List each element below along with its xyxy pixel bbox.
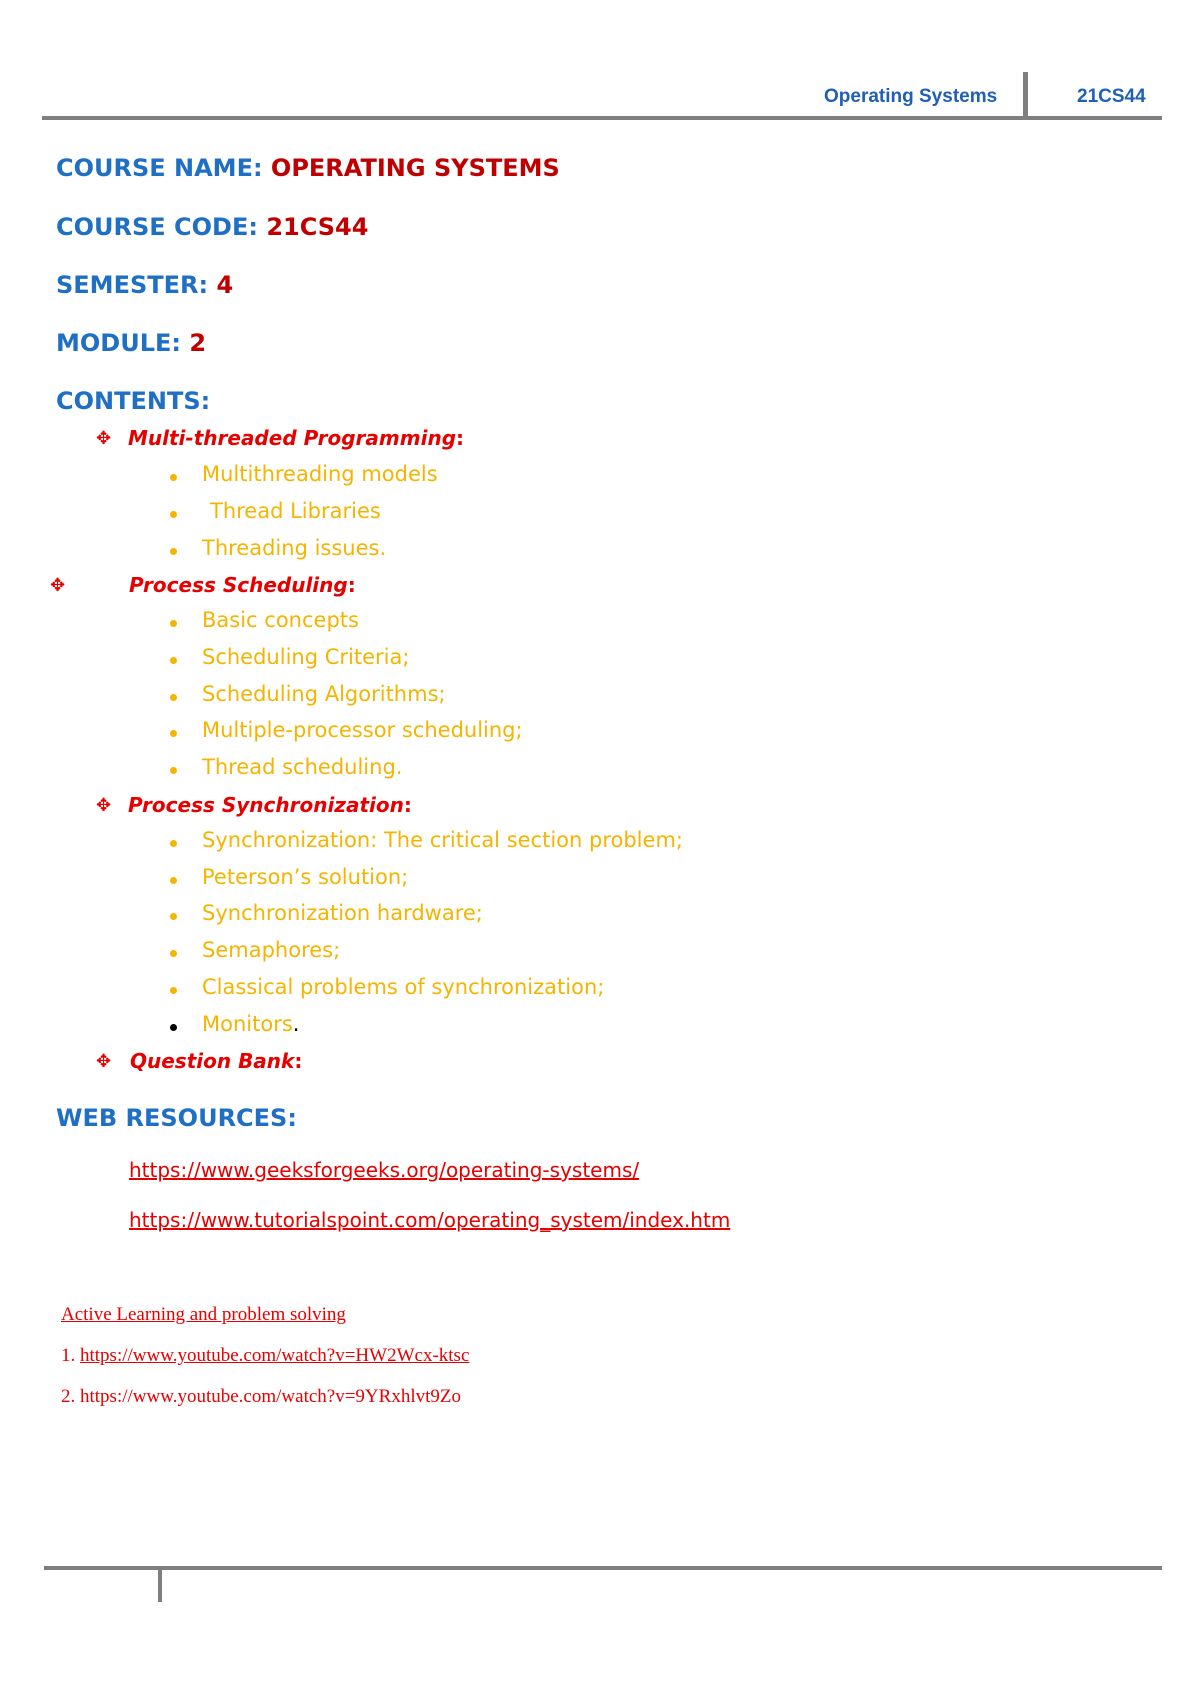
bullet-icon — [170, 694, 177, 701]
list-item: Synchronization hardware; — [202, 901, 483, 925]
diamond-bullet-icon: ✥ — [96, 428, 112, 449]
course-name-label: COURSE NAME: — [56, 154, 263, 182]
bullet-icon — [170, 657, 177, 664]
list-item: Thread Libraries — [210, 499, 381, 523]
list-item-text: Monitors — [202, 1012, 293, 1036]
item-number: 1. — [61, 1345, 76, 1366]
list-item: Scheduling Algorithms; — [202, 682, 446, 706]
youtube-link-1[interactable]: https://www.youtube.com/watch?v=HW2Wcx-ktsc — [80, 1345, 470, 1366]
list-item: Threading issues. — [202, 536, 387, 560]
section-title-question-bank — [130, 1049, 302, 1073]
list-item: Semaphores; — [202, 938, 341, 962]
list-item-period: . — [292, 1012, 300, 1036]
contents-label: CONTENTS: — [56, 387, 211, 415]
link-geeksforgeeks[interactable]: https://www.geeksforgeeks.org/operating-systems/ — [129, 1158, 640, 1182]
list-item: Thread scheduling. — [202, 755, 403, 779]
course-code-value: 21CS44 — [266, 213, 369, 241]
diamond-bullet-icon: ✥ — [96, 1051, 112, 1072]
list-item: Synchronization: The critical section problem; — [202, 828, 683, 852]
bullet-icon — [170, 620, 177, 627]
semester-line — [56, 271, 233, 299]
section-title-text: Question Bank — [130, 1049, 295, 1073]
semester-label: SEMESTER: — [56, 271, 209, 299]
section-title-text: Process Scheduling — [129, 573, 348, 597]
course-name-value: OPERATING SYSTEMS — [270, 154, 560, 182]
bullet-icon — [170, 1024, 177, 1031]
list-item: Scheduling Criteria; — [202, 645, 410, 669]
section-title-colon: : — [456, 426, 465, 450]
semester-value: 4 — [216, 271, 234, 299]
bullet-icon — [170, 913, 177, 920]
bullet-icon — [170, 767, 177, 774]
bullet-icon — [170, 730, 177, 737]
section-title-synchronization — [128, 793, 412, 817]
list-item: Classical problems of synchronization; — [202, 975, 605, 999]
list-item: Multiple-processor scheduling; — [202, 718, 523, 742]
bullet-icon — [170, 474, 177, 481]
footer-divider — [158, 1566, 162, 1602]
module-label: MODULE: — [56, 329, 181, 357]
footer-rule — [44, 1566, 1162, 1570]
bullet-icon — [170, 987, 177, 994]
header-course-code: 21CS44 — [1077, 86, 1146, 107]
bullet-icon — [170, 511, 177, 518]
module-value: 2 — [189, 329, 207, 357]
section-title-text: Multi-threaded Programming — [128, 426, 457, 450]
list-item: Peterson’s solution; — [202, 865, 409, 889]
module-line — [56, 329, 206, 357]
list-item: Multithreading models — [202, 462, 438, 486]
bullet-icon — [170, 840, 177, 847]
course-name-line — [56, 154, 560, 182]
bullet-icon — [170, 548, 177, 555]
web-resources-line — [56, 1104, 297, 1132]
header-course-title: Operating Systems — [824, 86, 998, 107]
course-code-line — [56, 213, 368, 241]
header-rule — [42, 116, 1162, 120]
section-title-scheduling — [129, 573, 356, 597]
contents-line — [56, 387, 210, 415]
section-title-colon: : — [347, 573, 356, 597]
active-learning-item-1 — [61, 1345, 469, 1367]
section-title-multithreaded — [128, 426, 464, 450]
course-code-label: COURSE CODE: — [56, 213, 258, 241]
link-tutorialspoint[interactable]: https://www.tutorialspoint.com/operating_system/index.htm — [129, 1208, 731, 1232]
bullet-icon — [170, 950, 177, 957]
section-title-colon: : — [403, 793, 412, 817]
header-divider — [1023, 72, 1028, 118]
active-learning-title[interactable]: Active Learning and problem solving — [61, 1304, 346, 1325]
section-title-colon: : — [294, 1049, 303, 1073]
active-learning-item-2: 2. https://www.youtube.com/watch?v=9YRxhlvt9Zo — [61, 1386, 461, 1407]
bullet-icon — [170, 877, 177, 884]
diamond-bullet-icon: ✥ — [96, 795, 112, 816]
section-title-text: Process Synchronization — [128, 793, 404, 817]
list-item: Basic concepts — [202, 608, 359, 632]
diamond-bullet-icon: ✥ — [50, 575, 66, 596]
list-item-monitors — [202, 1012, 299, 1036]
web-resources-label: WEB RESOURCES: — [56, 1104, 297, 1132]
